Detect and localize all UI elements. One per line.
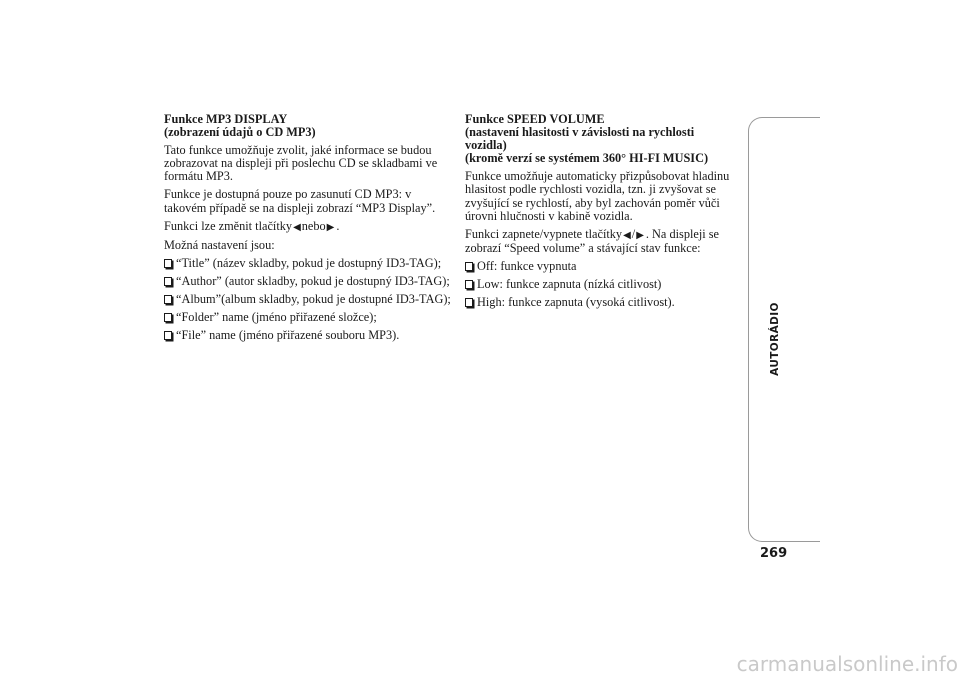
list-item-text: “Author” (autor skladby, pokud je dostupný ID3-TAG); [176,273,450,288]
paragraph-options-intro: Možná nastavení jsou: [164,237,275,252]
heading-title: Funkce MP3 DISPLAY [164,112,288,126]
paragraph-availability: Funkce je dostupná pouze po zasunutí CD MP3: v takovém případě se na displeji zobrazí “MP3 Display”. [164,187,436,215]
text-before: Funkci zapnete/vypnete tlačítky [465,226,623,241]
section-label: AUTORÁDIO [769,302,781,376]
list-item [164,329,454,342]
heading-subtitle-1: (nastavení hlasitosti v závislosti na rychlosti [465,125,695,140]
list-item-text: Low: funkce zapnuta (nízká citlivost) [477,277,662,292]
right-column [465,113,745,314]
page-number: 269 [760,546,788,561]
watermark: carmanualsonline.info [736,652,958,676]
list-item-text: Off: funkce vypnuta [477,258,577,273]
right-arrow-icon: ▶ [636,229,644,241]
checkbox-bullet-icon [164,330,172,339]
list-item-text: “Folder” name (jméno přiřazené složce); [176,310,377,325]
right-arrow-icon: ▶ [326,221,335,233]
checkbox-bullet-icon [164,258,172,267]
checkbox-bullet-icon [465,279,473,288]
speed-volume-heading [465,113,745,165]
text-separator: / [631,226,636,241]
section-tab-border [748,117,820,542]
paragraph-buttons [164,220,454,234]
checkbox-bullet-icon [164,312,172,321]
text-after: . [336,218,340,233]
list-item-text: “Album”(album skladby, pokud je dostupné ID3-TAG); [176,292,451,307]
checkbox-bullet-icon [164,276,172,285]
heading-subtitle-2: vozidla) [465,138,507,153]
checkbox-bullet-icon [465,297,473,306]
left-column [164,113,454,347]
list-item [164,257,454,270]
list-item [465,278,745,291]
paragraph-description: Funkce umožňuje automaticky přizpůsobovat hladinu hlasitost podle rychlosti vozidla, tzn. ji zvyšovat se zvyšující se rychlostí, aby byl zachován poměr vůči úrovni hlučnosti v kabině vozidla. [465,169,730,223]
list-item-text: High: funkce zapnuta (vysoká citlivost). [477,295,675,310]
list-item [164,293,454,306]
list-item-text: “Title” (název skladby, pokud je dostupný ID3-TAG); [176,255,442,270]
list-item [164,275,454,288]
heading-title: Funkce SPEED VOLUME [465,112,605,126]
list-item [465,296,745,309]
list-item [164,311,454,324]
list-item-text: “File” name (jméno přiřazené souboru MP3). [176,328,400,343]
text-or: nebo [301,218,326,233]
heading-subtitle-3: (kromě verzí se systémem 360° HI-FI MUSIC) [465,151,709,166]
left-arrow-icon: ◀ [623,229,631,241]
text-before: Funkci lze změnit tlačítky [164,218,293,233]
paragraph-buttons [465,228,745,255]
checkbox-bullet-icon [164,294,172,303]
heading-subtitle: (zobrazení údajů o CD MP3) [164,125,316,140]
checkbox-bullet-icon [465,261,473,270]
text-after: . Na displeji se zobrazí “Speed volume” a stávající stav funkce: [465,226,719,255]
mp3-display-heading [164,113,454,139]
list-item [465,260,745,273]
paragraph-intro: Tato funkce umožňuje zvolit, jaké informace se budou zobrazovat na displeji při poslechu CD se skladbami ve formátu MP3. [164,143,438,184]
left-arrow-icon: ◀ [293,221,301,233]
